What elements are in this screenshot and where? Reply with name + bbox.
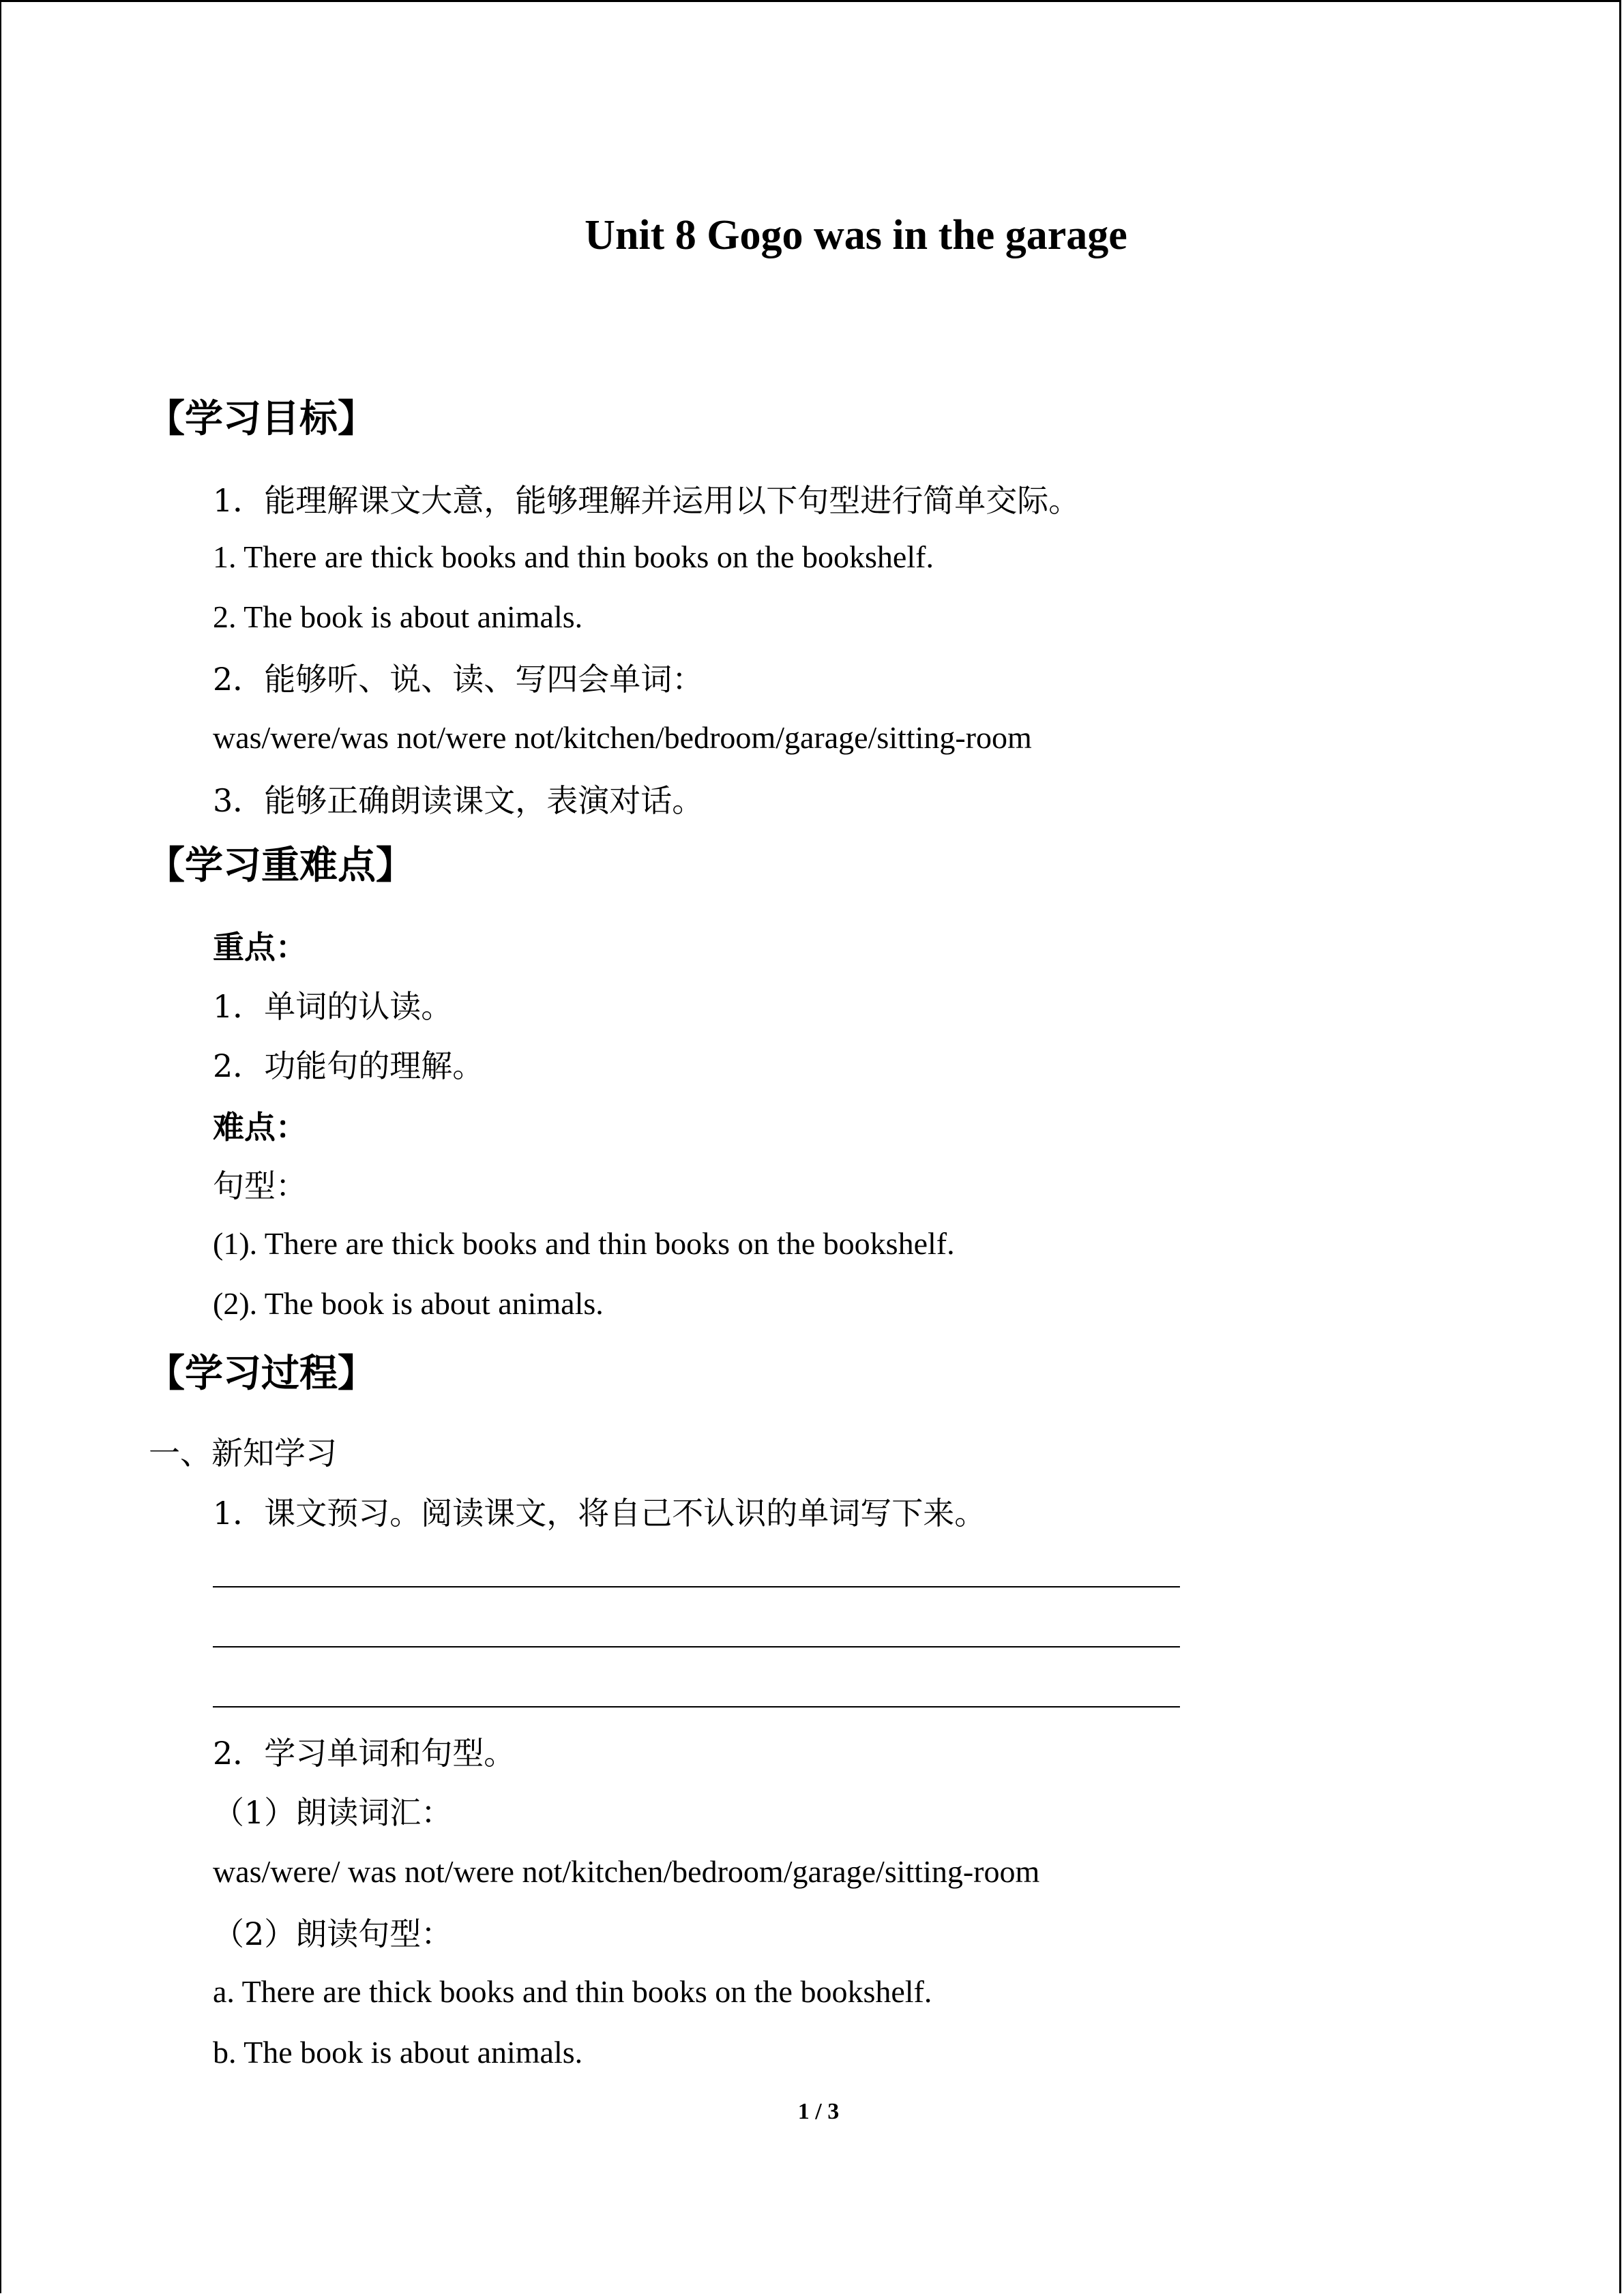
answer-line[interactable] [213, 1706, 1180, 1708]
section-new-knowledge: 一、新知学习 [149, 1435, 337, 1472]
answer-line[interactable] [213, 1586, 1180, 1587]
objective-item: 2. The book is about animals. [213, 599, 583, 634]
answer-line[interactable] [213, 1646, 1180, 1648]
pattern-label: 句型： [213, 1167, 307, 1204]
objectives-heading: 【学习目标】 [147, 397, 376, 441]
process-heading: 【学习过程】 [147, 1352, 376, 1396]
task-study: 2．学习单词和句型。 [213, 1735, 516, 1772]
sentence-item: b. The book is about animals. [213, 2035, 583, 2070]
objective-item: was/were/was not/were not/kitchen/bedroom/garage/sitting-room [213, 720, 1032, 755]
focus-item: 2．功能句的理解。 [213, 1047, 484, 1084]
key-points-heading: 【学习重难点】 [147, 844, 414, 888]
sentence-item: a. There are thick books and thin books on the bookshelf. [213, 1974, 932, 2009]
page-number: 1 / 3 [797, 2099, 840, 2124]
difficulty-label: 难点： [213, 1109, 307, 1146]
objective-item: 3．能够正确朗读课文，表演对话。 [213, 782, 704, 819]
focus-label: 重点： [213, 929, 307, 966]
difficulty-item: (1). There are thick books and thin books on the bookshelf. [213, 1226, 955, 1261]
objective-item: 2．能够听、说、读、写四会单词： [213, 661, 704, 698]
document-title: Unit 8 Gogo was in the garage [585, 212, 1127, 258]
objective-item: 1. There are thick books and thin books on the bookshelf. [213, 539, 934, 574]
task-preview: 1．课文预习。阅读课文，将自己不认识的单词写下来。 [213, 1495, 986, 1532]
read-sentences-label: （2）朗读句型： [213, 1915, 453, 1952]
difficulty-item: (2). The book is about animals. [213, 1286, 604, 1321]
objective-item: 1．能理解课文大意，能够理解并运用以下句型进行简单交际。 [213, 482, 1080, 519]
vocab-list: was/were/ was not/were not/kitchen/bedroom/garage/sitting-room [213, 1854, 1040, 1889]
focus-item: 1．单词的认读。 [213, 988, 453, 1025]
read-vocab-label: （1）朗读词汇： [213, 1794, 453, 1831]
